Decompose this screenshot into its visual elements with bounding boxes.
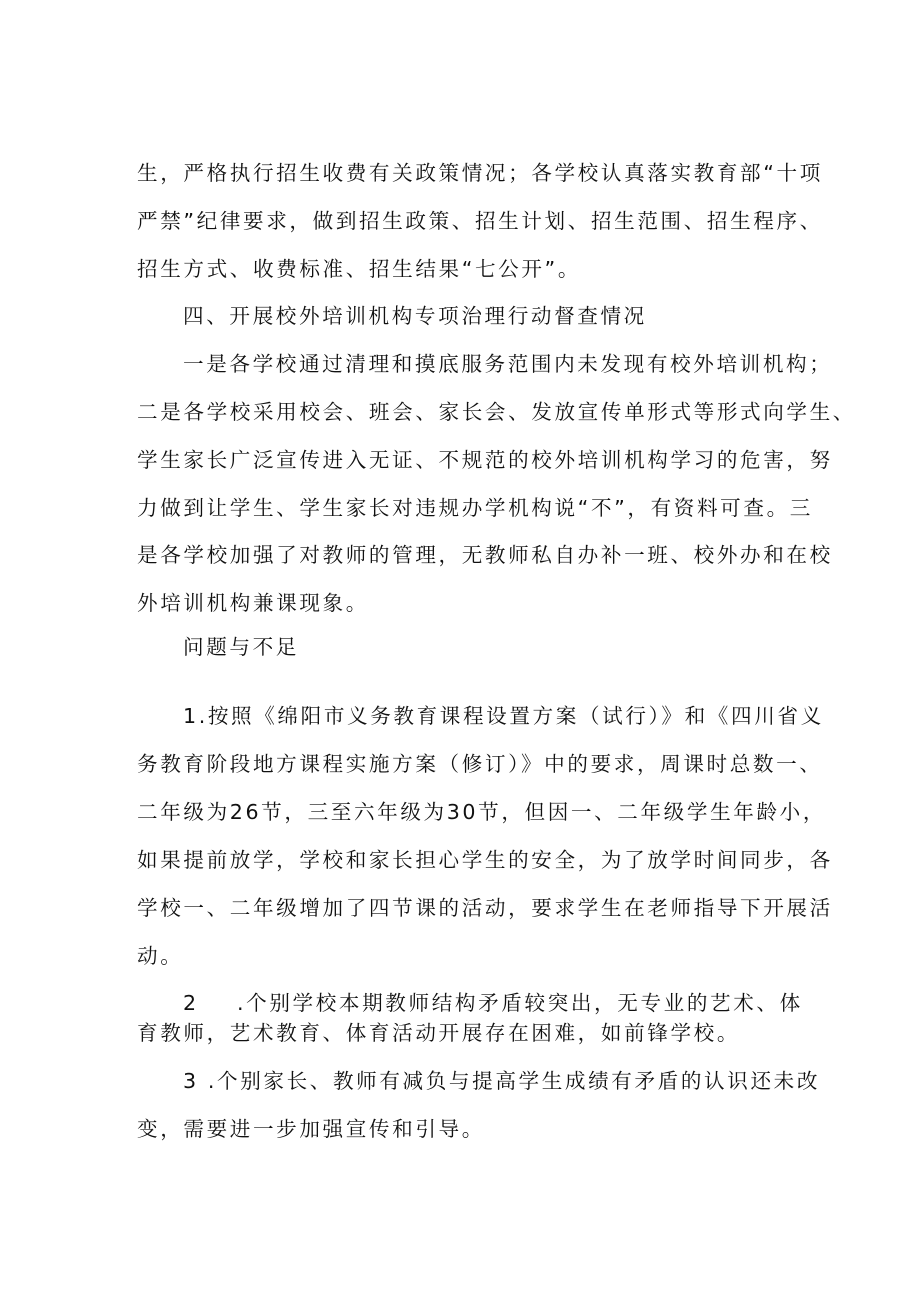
text-line: 3 .个别家长、教师有减负与提高学生成绩有矛盾的认识还未改	[183, 1069, 821, 1093]
text-line: 二是各学校采用校会、班会、家长会、发放宣传单形式等形式向学生、	[137, 400, 857, 424]
text-line: 动。	[137, 944, 184, 968]
text-line	[183, 988, 803, 1018]
text-line: 外培训机构兼课现象。	[137, 591, 369, 615]
text-line: 招生方式、收费标准、招生结果“七公开”。	[137, 257, 582, 281]
text-line: 一是各学校通过清理和摸底服务范围内未发现有校外培训机构；	[183, 352, 833, 376]
text-line: 变，需要进一步加强宣传和引导。	[137, 1117, 485, 1141]
text-line: 如果提前放学，学校和家长担心学生的安全，为了放学时间同步，各	[137, 848, 833, 872]
text-line: 学校一、二年级增加了四节课的活动，要求学生在老师指导下开展活	[137, 896, 833, 920]
section-heading: 问题与不足	[183, 635, 299, 659]
text-line: 务教育阶段地方课程实施方案（修订）》中的要求，周课时总数一、	[137, 752, 823, 776]
text-line: 育教师，艺术教育、体育活动开展存在困难，如前锋学校。	[137, 1021, 741, 1045]
text-line: 二年级为26节，三至六年级为30节，但因一、二年级学生年龄小，	[137, 800, 827, 824]
text-line: 1.按照《绵阳市义务教育课程设置方案（试行）》和《四川省义	[183, 704, 824, 728]
section-heading: 四、开展校外培训机构专项治理行动督查情况	[183, 304, 647, 328]
text-line: 力做到让学生、学生家长对违规办学机构说“不”，有资料可查。三	[137, 496, 813, 520]
text-line: 严禁”纪律要求，做到招生政策、招生计划、招生范围、招生程序、	[137, 209, 823, 233]
text-line: 生，严格执行招生收费有关政策情况；各学校认真落实教育部“十项	[137, 161, 823, 185]
text-line: 是各学校加强了对教师的管理，无教师私自办补一班、校外办和在校	[137, 543, 833, 567]
text-line: 学生家长广泛宣传进入无证、不规范的校外培训机构学习的危害，努	[137, 448, 833, 472]
list-text: .个别学校本期教师结构矛盾较突出，无专业的艺术、体	[237, 991, 803, 1015]
list-number: 2	[183, 991, 199, 1015]
